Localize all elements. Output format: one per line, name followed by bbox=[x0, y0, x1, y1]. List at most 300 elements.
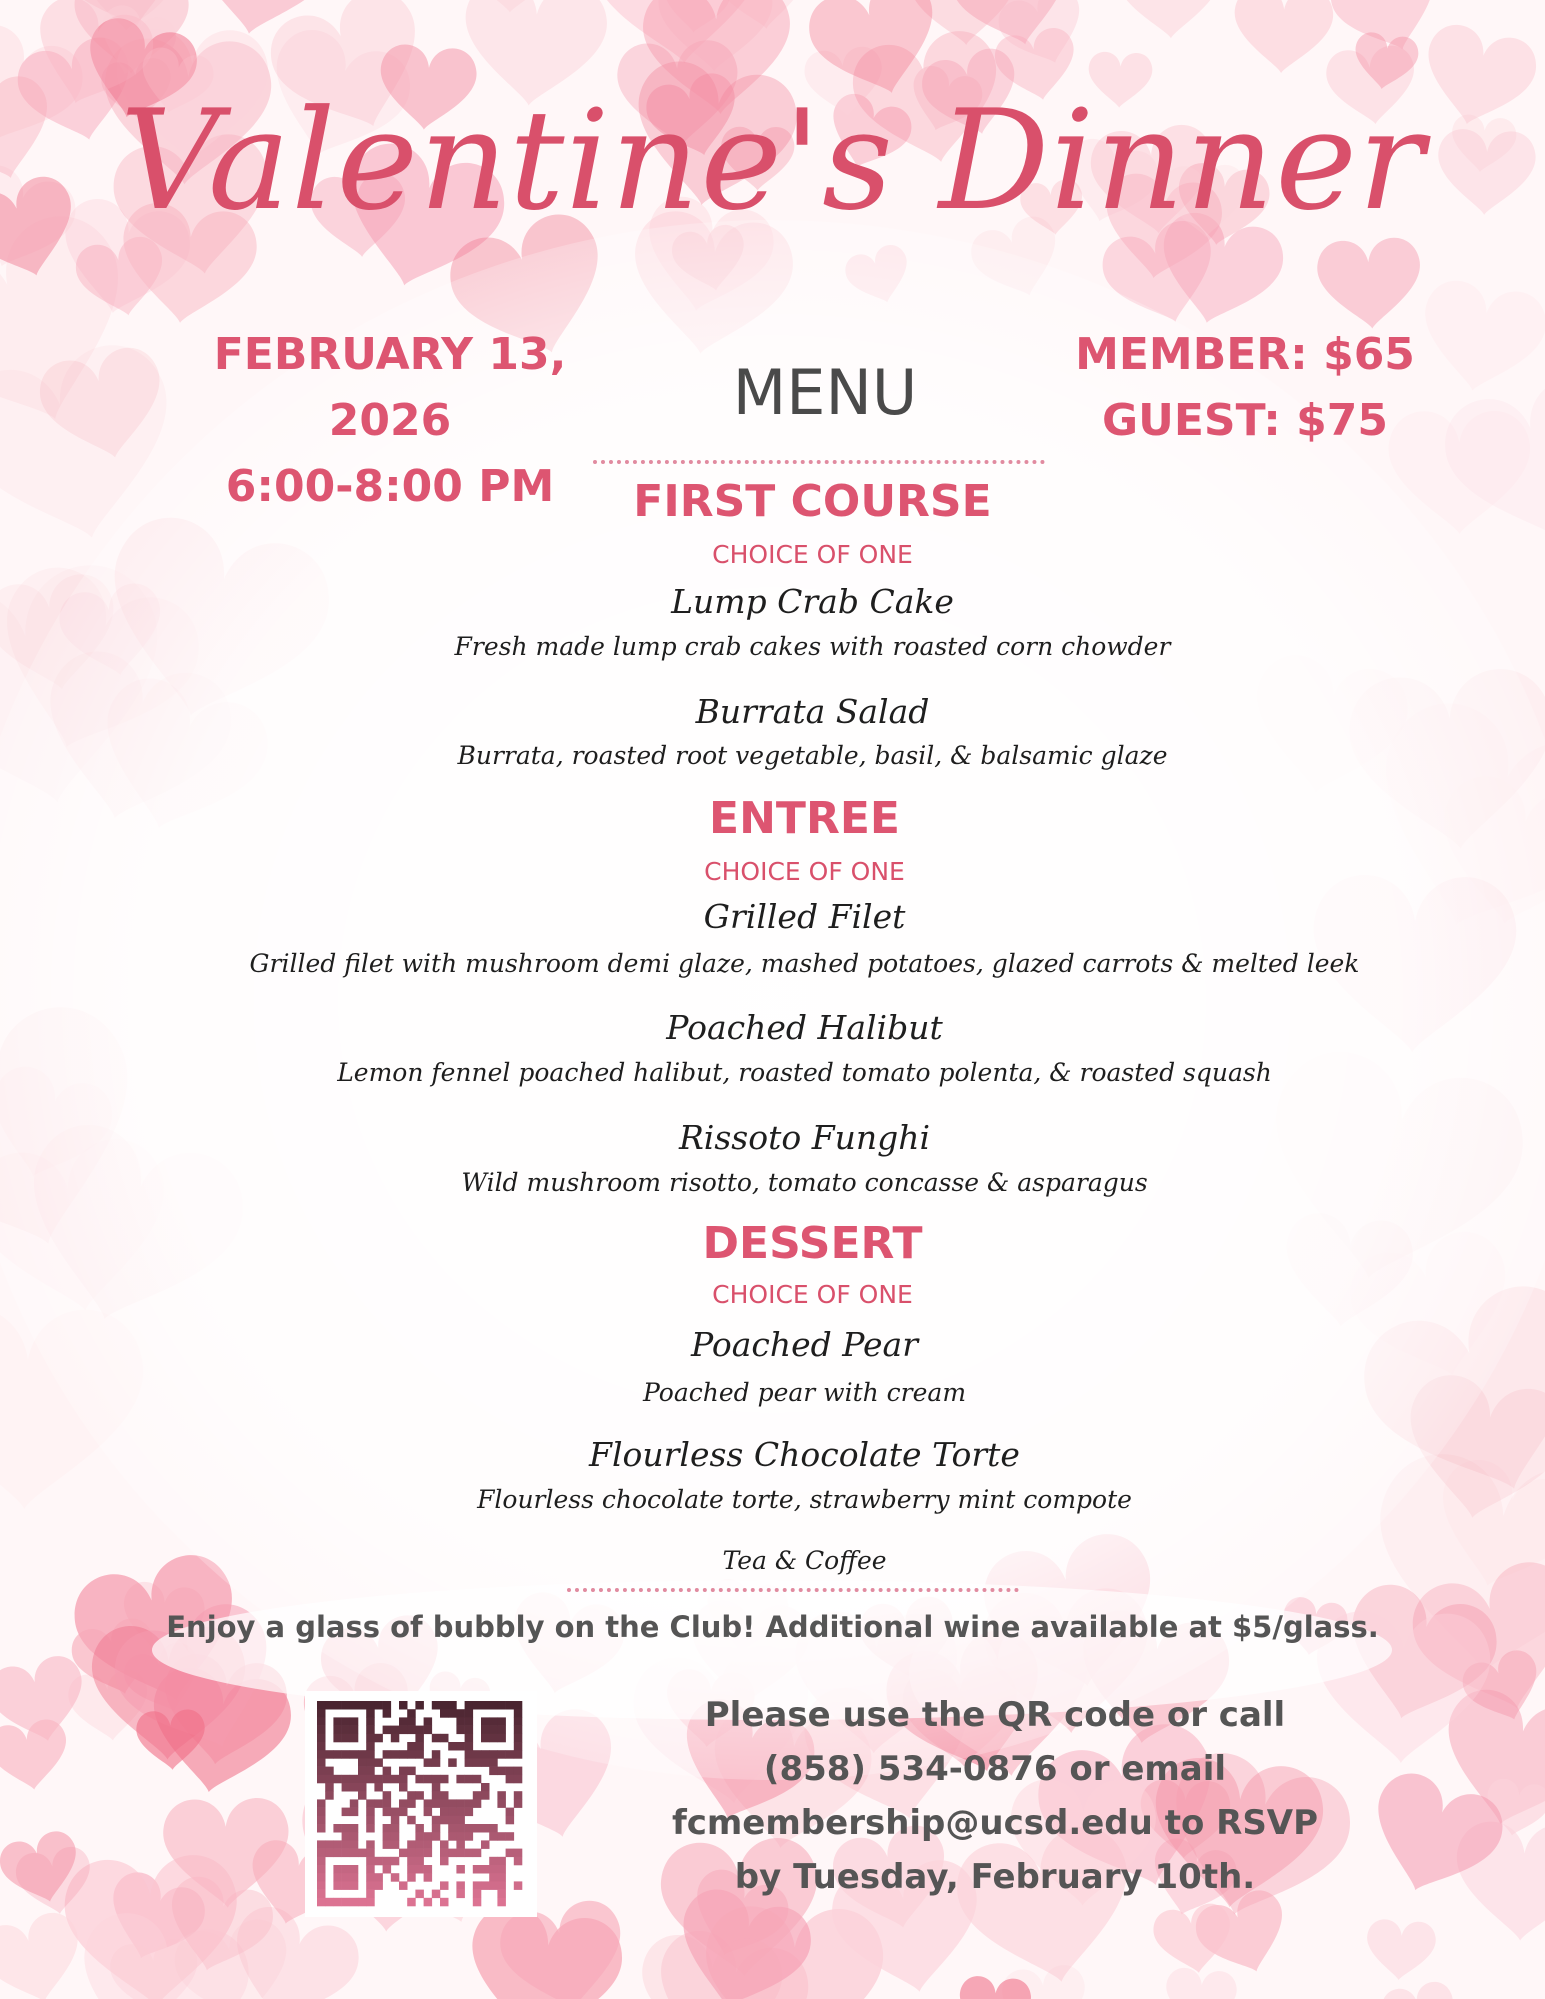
qr-module bbox=[440, 1849, 449, 1858]
qr-module bbox=[358, 1898, 367, 1907]
qr-module bbox=[407, 1865, 416, 1874]
qr-module bbox=[350, 1832, 359, 1841]
qr-module bbox=[456, 1890, 465, 1899]
qr-module bbox=[481, 1717, 490, 1726]
qr-module bbox=[424, 1717, 433, 1726]
qr-module bbox=[481, 1734, 490, 1743]
qr-module bbox=[366, 1890, 375, 1899]
qr-module bbox=[448, 1824, 457, 1833]
qr-module bbox=[448, 1808, 457, 1817]
qr-module bbox=[374, 1799, 383, 1808]
qr-module bbox=[424, 1808, 433, 1817]
qr-module bbox=[489, 1758, 498, 1767]
qr-module bbox=[456, 1824, 465, 1833]
qr-module bbox=[424, 1898, 433, 1907]
qr-module bbox=[399, 1717, 408, 1726]
qr-module bbox=[366, 1709, 375, 1718]
top-divider bbox=[593, 460, 1045, 464]
qr-module bbox=[317, 1857, 326, 1866]
dish-name: Grilled Filet bbox=[703, 897, 906, 936]
qr-module bbox=[366, 1734, 375, 1743]
qr-module bbox=[497, 1734, 506, 1743]
qr-module bbox=[366, 1849, 375, 1858]
event-pricing bbox=[1045, 322, 1445, 454]
qr-module bbox=[506, 1832, 514, 1841]
qr-module bbox=[456, 1832, 465, 1841]
qr-module bbox=[407, 1742, 416, 1751]
qr-module bbox=[366, 1881, 375, 1890]
qr-module bbox=[350, 1734, 359, 1743]
qr-module bbox=[415, 1890, 424, 1899]
qr-module bbox=[407, 1767, 416, 1776]
qr-module bbox=[489, 1767, 498, 1776]
qr-module bbox=[350, 1750, 359, 1759]
qr-module bbox=[473, 1799, 482, 1808]
qr-module bbox=[432, 1890, 441, 1899]
qr-module bbox=[333, 1750, 342, 1759]
qr-module bbox=[456, 1840, 465, 1849]
qr-module bbox=[424, 1775, 433, 1784]
qr-module bbox=[374, 1881, 383, 1890]
qr-module bbox=[342, 1717, 351, 1726]
qr-module bbox=[473, 1824, 482, 1833]
qr-module bbox=[366, 1816, 375, 1825]
qr-module bbox=[366, 1750, 375, 1759]
entree-choice: CHOICE OF ONE bbox=[704, 857, 905, 886]
qr-module bbox=[317, 1775, 326, 1784]
qr-module bbox=[399, 1783, 408, 1792]
qr-module bbox=[497, 1857, 506, 1866]
dish-description: Lemon fennel poached halibut, roasted tomato polenta, & roasted squash bbox=[337, 1058, 1272, 1087]
qr-module bbox=[497, 1890, 506, 1899]
qr-module bbox=[465, 1832, 474, 1841]
qr-module bbox=[440, 1857, 449, 1866]
qr-module bbox=[333, 1734, 342, 1743]
qr-module bbox=[473, 1890, 482, 1899]
qr-module bbox=[325, 1840, 334, 1849]
qr-module bbox=[448, 1849, 457, 1858]
qr-module bbox=[432, 1701, 441, 1710]
event-date: FEBRUARY 13, 2026 bbox=[213, 329, 567, 446]
qr-module bbox=[456, 1799, 465, 1808]
qr-module bbox=[358, 1767, 367, 1776]
qr-module bbox=[383, 1808, 392, 1817]
qr-module bbox=[383, 1865, 392, 1874]
qr-module bbox=[317, 1742, 326, 1751]
qr-module bbox=[448, 1701, 457, 1710]
qr-module bbox=[448, 1799, 457, 1808]
qr-module bbox=[465, 1726, 474, 1735]
qr-module bbox=[497, 1767, 506, 1776]
qr-module bbox=[399, 1799, 408, 1808]
qr-module bbox=[333, 1873, 342, 1882]
qr-module bbox=[465, 1824, 474, 1833]
qr-module bbox=[456, 1816, 465, 1825]
qr-module bbox=[465, 1750, 474, 1759]
qr-module bbox=[456, 1865, 465, 1874]
qr-module bbox=[448, 1742, 457, 1751]
qr-module bbox=[440, 1791, 449, 1800]
qr-module bbox=[506, 1849, 514, 1858]
qr-module bbox=[481, 1758, 490, 1767]
qr-module bbox=[456, 1808, 465, 1817]
dish-name: Poached Pear bbox=[691, 1325, 918, 1364]
qr-module bbox=[497, 1726, 506, 1735]
qr-module bbox=[415, 1791, 424, 1800]
qr-module bbox=[383, 1709, 392, 1718]
qr-module bbox=[448, 1816, 457, 1825]
qr-module bbox=[317, 1758, 326, 1767]
qr-module bbox=[317, 1717, 326, 1726]
qr-module bbox=[489, 1701, 498, 1710]
qr-module bbox=[325, 1783, 334, 1792]
qr-module bbox=[415, 1775, 424, 1784]
qr-module bbox=[358, 1783, 367, 1792]
qr-module bbox=[391, 1734, 400, 1743]
qr-module bbox=[374, 1873, 383, 1882]
qr-module bbox=[325, 1849, 334, 1858]
qr-module bbox=[424, 1873, 433, 1882]
qr-module bbox=[424, 1849, 433, 1858]
qr-module bbox=[325, 1750, 334, 1759]
qr-module bbox=[473, 1775, 482, 1784]
qr-module bbox=[506, 1701, 514, 1710]
qr-module bbox=[440, 1799, 449, 1808]
qr-module bbox=[342, 1840, 351, 1849]
qr-module bbox=[391, 1775, 400, 1784]
qr-module bbox=[350, 1808, 359, 1817]
qr-module bbox=[415, 1750, 424, 1759]
qr-module bbox=[514, 1750, 523, 1759]
qr-module bbox=[473, 1758, 482, 1767]
qr-module bbox=[456, 1742, 465, 1751]
qr-module bbox=[342, 1783, 351, 1792]
event-title: Valentine's Dinner bbox=[120, 80, 1425, 241]
qr-module bbox=[325, 1898, 334, 1907]
dish-description: Wild mushroom risotto, tomato concasse & asparagus bbox=[461, 1168, 1148, 1197]
qr-module bbox=[391, 1857, 400, 1866]
qr-module bbox=[317, 1890, 326, 1899]
qr-module bbox=[497, 1865, 506, 1874]
qr-module bbox=[333, 1824, 342, 1833]
qr-module bbox=[317, 1865, 326, 1874]
qr-module bbox=[514, 1849, 523, 1858]
rsvp-info bbox=[650, 1688, 1340, 1904]
qr-module bbox=[366, 1758, 375, 1767]
qr-module bbox=[317, 1849, 326, 1858]
dish-name: Lump Crab Cake bbox=[671, 582, 954, 621]
qr-module bbox=[415, 1832, 424, 1841]
qr-module bbox=[489, 1824, 498, 1833]
qr-module bbox=[358, 1849, 367, 1858]
qr-module bbox=[374, 1783, 383, 1792]
qr-module bbox=[440, 1881, 449, 1890]
qr-module bbox=[399, 1849, 408, 1858]
qr-module bbox=[383, 1832, 392, 1841]
qr-module bbox=[317, 1709, 326, 1718]
qr-module bbox=[514, 1767, 523, 1776]
bottom-divider bbox=[567, 1588, 1019, 1592]
qr-module bbox=[358, 1775, 367, 1784]
qr-module bbox=[415, 1701, 424, 1710]
qr-module bbox=[481, 1865, 490, 1874]
qr-module bbox=[383, 1857, 392, 1866]
qr-code-icon bbox=[305, 1691, 537, 1917]
qr-module bbox=[424, 1799, 433, 1808]
qr-module bbox=[383, 1791, 392, 1800]
member-price: MEMBER: $65 bbox=[1075, 329, 1415, 380]
dessert-heading: DESSERT bbox=[702, 1218, 923, 1269]
qr-module bbox=[497, 1701, 506, 1710]
qr-module bbox=[415, 1840, 424, 1849]
qr-module bbox=[407, 1873, 416, 1882]
qr-module bbox=[383, 1799, 392, 1808]
qr-module bbox=[407, 1791, 416, 1800]
qr-module bbox=[465, 1701, 474, 1710]
qr-module bbox=[317, 1726, 326, 1735]
qr-module bbox=[481, 1881, 490, 1890]
qr-module bbox=[317, 1799, 326, 1808]
qr-module bbox=[489, 1750, 498, 1759]
qr-module bbox=[465, 1709, 474, 1718]
qr-module bbox=[333, 1840, 342, 1849]
qr-module bbox=[383, 1840, 392, 1849]
qr-module bbox=[366, 1726, 375, 1735]
qr-module bbox=[350, 1799, 359, 1808]
qr-module bbox=[358, 1791, 367, 1800]
qr-module bbox=[432, 1816, 441, 1825]
qr-module bbox=[399, 1726, 408, 1735]
qr-module bbox=[473, 1791, 482, 1800]
qr-module bbox=[342, 1808, 351, 1817]
qr-module bbox=[497, 1750, 506, 1759]
qr-module bbox=[366, 1717, 375, 1726]
qr-module bbox=[333, 1881, 342, 1890]
qr-module bbox=[514, 1799, 523, 1808]
qr-module bbox=[333, 1726, 342, 1735]
qr-module bbox=[350, 1873, 359, 1882]
first-course-heading: FIRST COURSE bbox=[633, 476, 992, 527]
qr-module bbox=[465, 1734, 474, 1743]
qr-module bbox=[481, 1791, 490, 1800]
dessert-choice: CHOICE OF ONE bbox=[712, 1280, 913, 1309]
qr-module bbox=[489, 1881, 498, 1890]
qr-module bbox=[391, 1824, 400, 1833]
qr-module bbox=[317, 1767, 326, 1776]
qr-module bbox=[383, 1750, 392, 1759]
qr-module bbox=[366, 1775, 375, 1784]
qr-module bbox=[391, 1726, 400, 1735]
dish-description: Grilled filet with mushroom demi glaze, mashed potatoes, glazed carrots & melted leek bbox=[249, 949, 1360, 978]
qr-module bbox=[473, 1898, 482, 1907]
qr-module bbox=[407, 1849, 416, 1858]
dish-description: Fresh made lump crab cakes with roasted corn chowder bbox=[454, 632, 1171, 661]
qr-module bbox=[399, 1767, 408, 1776]
qr-module bbox=[350, 1783, 359, 1792]
qr-module bbox=[440, 1808, 449, 1817]
qr-module bbox=[440, 1734, 449, 1743]
qr-module bbox=[465, 1808, 474, 1817]
qr-module bbox=[489, 1734, 498, 1743]
qr-module bbox=[440, 1840, 449, 1849]
qr-module bbox=[497, 1881, 506, 1890]
qr-module bbox=[350, 1717, 359, 1726]
qr-module bbox=[374, 1701, 383, 1710]
qr-module bbox=[473, 1865, 482, 1874]
qr-module bbox=[456, 1726, 465, 1735]
qr-module bbox=[473, 1701, 482, 1710]
qr-module bbox=[424, 1832, 433, 1841]
dish-description: Poached pear with cream bbox=[642, 1378, 967, 1407]
qr-module bbox=[317, 1898, 326, 1907]
qr-module bbox=[383, 1701, 392, 1710]
qr-module bbox=[415, 1726, 424, 1735]
qr-module bbox=[440, 1898, 449, 1907]
qr-module bbox=[391, 1832, 400, 1841]
qr-module bbox=[514, 1881, 523, 1890]
qr-module bbox=[415, 1824, 424, 1833]
qr-module bbox=[514, 1701, 523, 1710]
qr-module bbox=[465, 1775, 474, 1784]
qr-module bbox=[473, 1849, 482, 1858]
qr-module bbox=[342, 1775, 351, 1784]
rsvp-line: Please use the QR code or call bbox=[704, 1695, 1286, 1735]
qr-module bbox=[415, 1849, 424, 1858]
qr-module bbox=[366, 1873, 375, 1882]
qr-module bbox=[448, 1709, 457, 1718]
qr-module bbox=[514, 1742, 523, 1751]
qr-module bbox=[374, 1758, 383, 1767]
qr-code[interactable] bbox=[305, 1691, 537, 1917]
qr-module bbox=[342, 1881, 351, 1890]
qr-module bbox=[317, 1701, 326, 1710]
qr-module bbox=[465, 1849, 474, 1858]
qr-module bbox=[407, 1840, 416, 1849]
qr-module bbox=[391, 1808, 400, 1817]
qr-module bbox=[514, 1726, 523, 1735]
qr-module bbox=[489, 1726, 498, 1735]
qr-module bbox=[399, 1775, 408, 1784]
qr-module bbox=[514, 1709, 523, 1718]
qr-module bbox=[407, 1816, 416, 1825]
qr-module bbox=[465, 1758, 474, 1767]
qr-module bbox=[358, 1701, 367, 1710]
menu-title: MENU bbox=[732, 356, 918, 429]
qr-module bbox=[514, 1857, 523, 1866]
qr-module bbox=[399, 1808, 408, 1817]
qr-module bbox=[366, 1767, 375, 1776]
qr-module bbox=[506, 1750, 514, 1759]
bubbly-note: Enjoy a glass of bubbly on the Club! Additional wine available at $5/glass. bbox=[166, 1610, 1379, 1644]
qr-module bbox=[506, 1816, 514, 1825]
qr-module bbox=[448, 1832, 457, 1841]
qr-module bbox=[432, 1824, 441, 1833]
qr-module bbox=[514, 1717, 523, 1726]
qr-module bbox=[407, 1709, 416, 1718]
qr-module bbox=[456, 1881, 465, 1890]
qr-module bbox=[366, 1824, 375, 1833]
qr-module bbox=[481, 1840, 490, 1849]
event-time: 6:00-8:00 PM bbox=[225, 461, 555, 512]
qr-module bbox=[465, 1742, 474, 1751]
qr-module bbox=[317, 1816, 326, 1825]
qr-module bbox=[374, 1857, 383, 1866]
qr-module bbox=[497, 1717, 506, 1726]
qr-module bbox=[489, 1717, 498, 1726]
qr-module bbox=[350, 1865, 359, 1874]
qr-module bbox=[424, 1758, 433, 1767]
qr-module bbox=[350, 1849, 359, 1858]
qr-module bbox=[350, 1840, 359, 1849]
qr-module bbox=[497, 1898, 506, 1907]
qr-module bbox=[366, 1808, 375, 1817]
qr-module bbox=[366, 1840, 375, 1849]
qr-module bbox=[342, 1865, 351, 1874]
qr-module bbox=[391, 1840, 400, 1849]
qr-module bbox=[325, 1701, 334, 1710]
qr-module bbox=[432, 1734, 441, 1743]
qr-module bbox=[481, 1824, 490, 1833]
qr-module bbox=[350, 1775, 359, 1784]
qr-module bbox=[514, 1775, 523, 1784]
qr-module bbox=[333, 1717, 342, 1726]
qr-module bbox=[333, 1701, 342, 1710]
qr-module bbox=[424, 1865, 433, 1874]
qr-module bbox=[440, 1709, 449, 1718]
qr-module bbox=[481, 1750, 490, 1759]
qr-module bbox=[317, 1750, 326, 1759]
qr-module bbox=[465, 1799, 474, 1808]
qr-module bbox=[415, 1857, 424, 1866]
qr-module bbox=[342, 1849, 351, 1858]
qr-module bbox=[366, 1701, 375, 1710]
qr-module bbox=[374, 1734, 383, 1743]
qr-module bbox=[383, 1775, 392, 1784]
first-course-choice: CHOICE OF ONE bbox=[712, 540, 913, 569]
qr-module bbox=[407, 1717, 416, 1726]
qr-module bbox=[366, 1799, 375, 1808]
qr-module bbox=[456, 1717, 465, 1726]
qr-module bbox=[317, 1873, 326, 1882]
qr-module bbox=[489, 1873, 498, 1882]
qr-module bbox=[342, 1734, 351, 1743]
qr-module bbox=[407, 1799, 416, 1808]
qr-module bbox=[350, 1898, 359, 1907]
qr-module bbox=[407, 1898, 416, 1907]
qr-module bbox=[333, 1849, 342, 1858]
qr-module bbox=[350, 1824, 359, 1833]
qr-module bbox=[407, 1857, 416, 1866]
qr-module bbox=[342, 1824, 351, 1833]
qr-module bbox=[432, 1832, 441, 1841]
qr-module bbox=[432, 1750, 441, 1759]
qr-module bbox=[432, 1758, 441, 1767]
qr-module bbox=[424, 1726, 433, 1735]
qr-module bbox=[317, 1824, 326, 1833]
qr-module bbox=[342, 1701, 351, 1710]
qr-module bbox=[358, 1750, 367, 1759]
qr-module bbox=[489, 1832, 498, 1841]
qr-module bbox=[440, 1775, 449, 1784]
qr-module bbox=[333, 1898, 342, 1907]
dish-description: Flourless chocolate torte, strawberry mint compote bbox=[477, 1485, 1132, 1514]
qr-module bbox=[440, 1816, 449, 1825]
qr-module bbox=[317, 1840, 326, 1849]
qr-module bbox=[497, 1832, 506, 1841]
qr-module bbox=[473, 1881, 482, 1890]
tea-coffee: Tea & Coffee bbox=[722, 1546, 887, 1575]
qr-module bbox=[391, 1873, 400, 1882]
